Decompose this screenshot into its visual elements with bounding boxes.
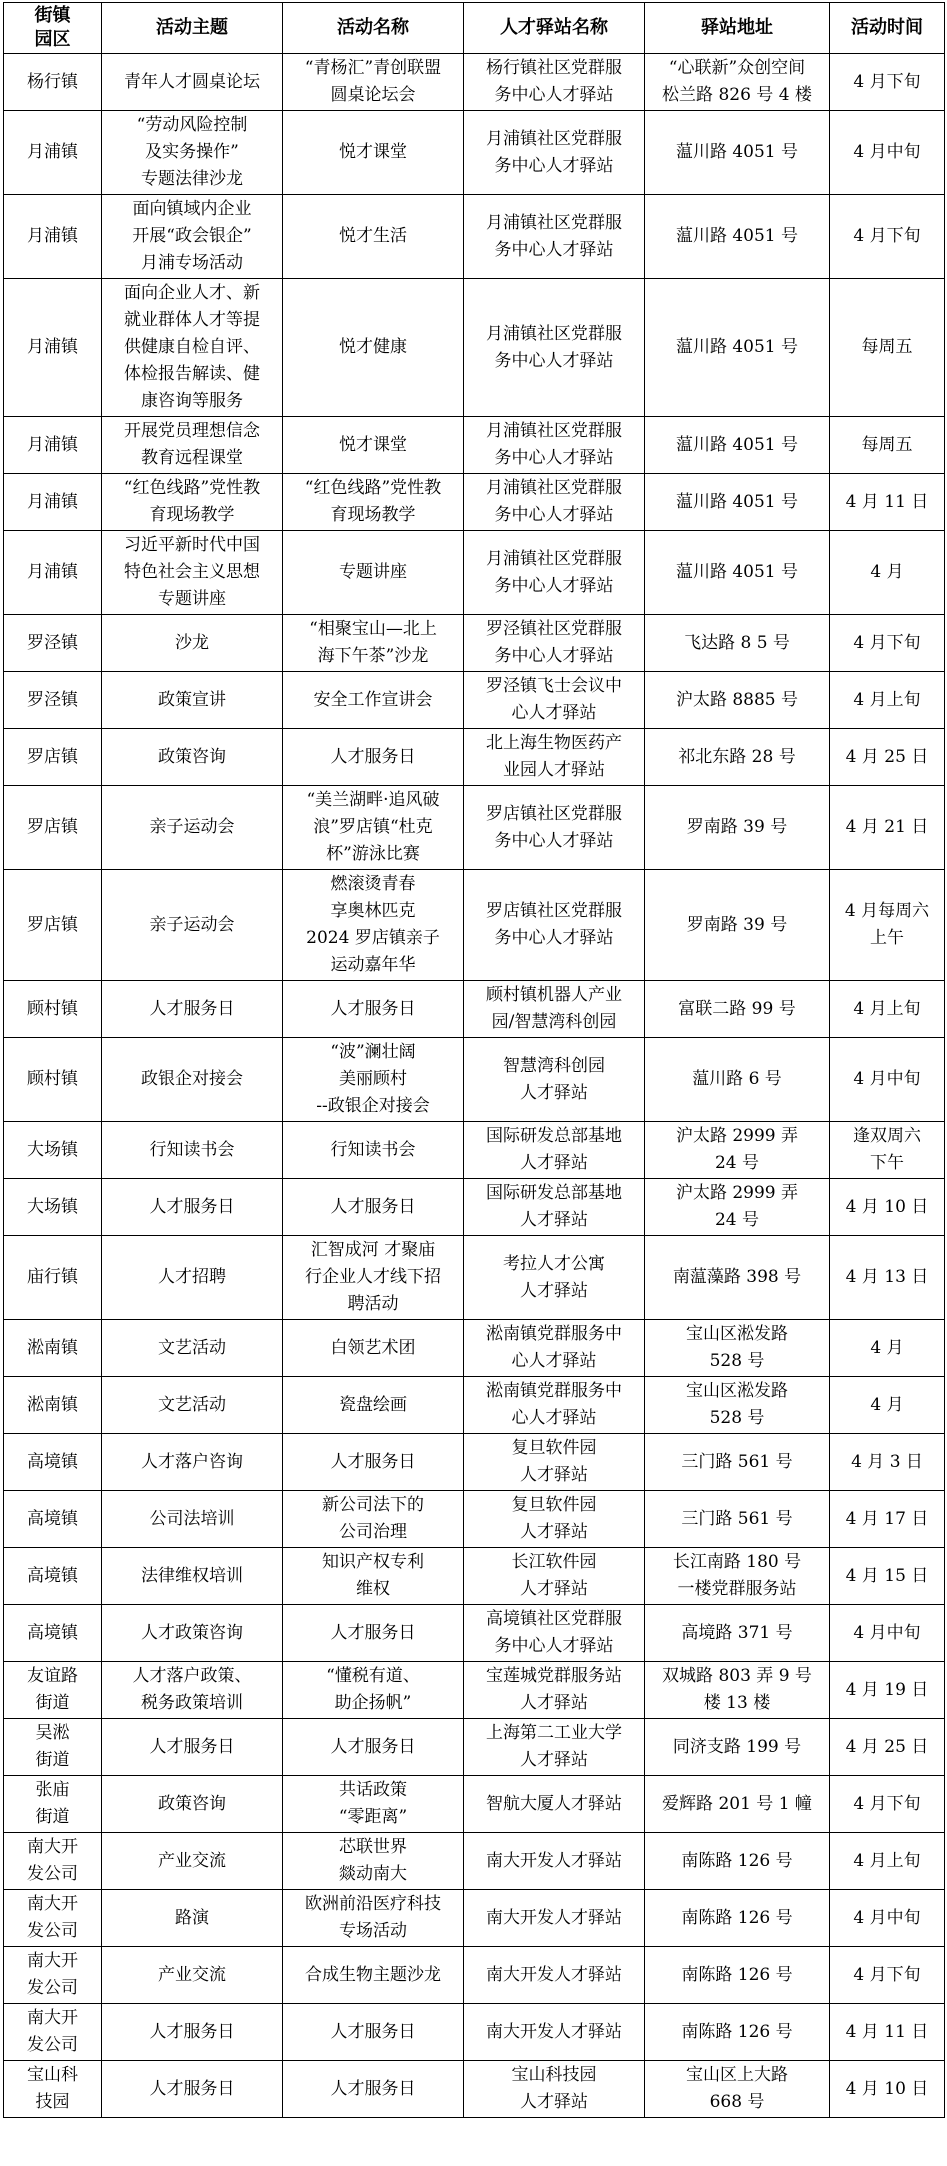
theme-cell: 人才服务日 (102, 1179, 283, 1236)
district-cell: 吴淞 街道 (4, 1719, 102, 1776)
address-cell: 南蕰藻路 398 号 (645, 1236, 830, 1320)
activity-name-cell: 白领艺术团 (283, 1320, 464, 1377)
time-cell: 每周五 (830, 279, 945, 417)
time-cell: 每周五 (830, 417, 945, 474)
table-row (4, 786, 945, 870)
district-cell: 月浦镇 (4, 417, 102, 474)
table-row (4, 1434, 945, 1491)
address-cell: 沪太路 8885 号 (645, 672, 830, 729)
time-cell: 4 月下旬 (830, 615, 945, 672)
table-row (4, 54, 945, 111)
address-cell: 南陈路 126 号 (645, 1947, 830, 2004)
district-cell: 罗店镇 (4, 786, 102, 870)
station-name-cell: 智慧湾科创园 人才驿站 (464, 1038, 645, 1122)
theme-cell: 法律维权培训 (102, 1548, 283, 1605)
station-name-cell: 南大开发人才驿站 (464, 1947, 645, 2004)
table-row (4, 1833, 945, 1890)
table-row (4, 672, 945, 729)
station-name-cell: 罗泾镇社区党群服 务中心人才驿站 (464, 615, 645, 672)
header-activity-name: 活动名称 (283, 3, 464, 54)
theme-cell: 产业交流 (102, 1833, 283, 1890)
theme-cell: 行知读书会 (102, 1122, 283, 1179)
station-name-cell: 国际研发总部基地 人才驿站 (464, 1179, 645, 1236)
address-cell: 同济支路 199 号 (645, 1719, 830, 1776)
address-cell: 祁北东路 28 号 (645, 729, 830, 786)
time-cell: 4 月下旬 (830, 1776, 945, 1833)
address-cell: 蕰川路 4051 号 (645, 417, 830, 474)
district-cell: 高境镇 (4, 1491, 102, 1548)
activity-name-cell: “波”澜壮阔 美丽顾村 --政银企对接会 (283, 1038, 464, 1122)
time-cell: 4 月 19 日 (830, 1662, 945, 1719)
address-cell: 罗南路 39 号 (645, 870, 830, 981)
activity-table-container (3, 2, 944, 2118)
time-cell: 4 月 (830, 531, 945, 615)
activity-table (3, 2, 945, 2118)
station-name-cell: 宝莲城党群服务站 人才驿站 (464, 1662, 645, 1719)
theme-cell: 面向企业人才、新 就业群体人才等提 供健康自检自评、 体检报告解读、健 康咨询等服务 (102, 279, 283, 417)
table-row (4, 531, 945, 615)
station-name-cell: 月浦镇社区党群服 务中心人才驿站 (464, 279, 645, 417)
theme-cell: 政银企对接会 (102, 1038, 283, 1122)
activity-name-cell: “懂税有道、 助企扬帆” (283, 1662, 464, 1719)
theme-cell: 开展党员理想信念 教育远程课堂 (102, 417, 283, 474)
activity-name-cell: 欧洲前沿医疗科技 专场活动 (283, 1890, 464, 1947)
activity-name-cell: 人才服务日 (283, 729, 464, 786)
district-cell: 淞南镇 (4, 1377, 102, 1434)
district-cell: 南大开 发公司 (4, 1833, 102, 1890)
table-row (4, 1605, 945, 1662)
address-cell: 蕰川路 6 号 (645, 1038, 830, 1122)
district-cell: 淞南镇 (4, 1320, 102, 1377)
table-row (4, 1179, 945, 1236)
address-cell: 宝山区淞发路 528 号 (645, 1320, 830, 1377)
table-row (4, 1890, 945, 1947)
district-cell: 南大开 发公司 (4, 2004, 102, 2061)
district-cell: 南大开 发公司 (4, 1890, 102, 1947)
activity-name-cell: “相聚宝山—北上 海下午茶”沙龙 (283, 615, 464, 672)
district-cell: 顾村镇 (4, 981, 102, 1038)
time-cell: 4 月下旬 (830, 1947, 945, 2004)
time-cell: 4 月 10 日 (830, 2061, 945, 2118)
table-row (4, 474, 945, 531)
station-name-cell: 月浦镇社区党群服 务中心人才驿站 (464, 111, 645, 195)
theme-cell: 公司法培训 (102, 1491, 283, 1548)
table-row (4, 981, 945, 1038)
table-row (4, 615, 945, 672)
district-cell: 杨行镇 (4, 54, 102, 111)
address-cell: 飞达路 8 5 号 (645, 615, 830, 672)
district-cell: 高境镇 (4, 1548, 102, 1605)
table-row (4, 417, 945, 474)
time-cell: 4 月中旬 (830, 1038, 945, 1122)
activity-name-cell: 人才服务日 (283, 1605, 464, 1662)
address-cell: 沪太路 2999 弄 24 号 (645, 1122, 830, 1179)
time-cell: 4 月 3 日 (830, 1434, 945, 1491)
station-name-cell: 月浦镇社区党群服 务中心人才驿站 (464, 474, 645, 531)
activity-name-cell: 行知读书会 (283, 1122, 464, 1179)
theme-cell: “劳动风险控制 及实务操作” 专题法律沙龙 (102, 111, 283, 195)
theme-cell: 文艺活动 (102, 1377, 283, 1434)
station-name-cell: 顾村镇机器人产业 园/智慧湾科创园 (464, 981, 645, 1038)
district-cell: 张庙 街道 (4, 1776, 102, 1833)
activity-name-cell: 人才服务日 (283, 1434, 464, 1491)
header-address: 驿站地址 (645, 3, 830, 54)
activity-name-cell: 安全工作宣讲会 (283, 672, 464, 729)
district-cell: 月浦镇 (4, 531, 102, 615)
time-cell: 4 月 25 日 (830, 1719, 945, 1776)
address-cell: 蕰川路 4051 号 (645, 111, 830, 195)
time-cell: 4 月 15 日 (830, 1548, 945, 1605)
theme-cell: 人才招聘 (102, 1236, 283, 1320)
address-cell: 蕰川路 4051 号 (645, 474, 830, 531)
activity-name-cell: 悦才课堂 (283, 417, 464, 474)
station-name-cell: 上海第二工业大学 人才驿站 (464, 1719, 645, 1776)
station-name-cell: 南大开发人才驿站 (464, 1890, 645, 1947)
table-row (4, 111, 945, 195)
activity-name-cell: 人才服务日 (283, 981, 464, 1038)
activity-name-cell: 人才服务日 (283, 1179, 464, 1236)
address-cell: 罗南路 39 号 (645, 786, 830, 870)
theme-cell: 亲子运动会 (102, 786, 283, 870)
address-cell: 南陈路 126 号 (645, 2004, 830, 2061)
activity-name-cell: 共话政策 “零距离” (283, 1776, 464, 1833)
theme-cell: 人才服务日 (102, 1719, 283, 1776)
activity-name-cell: 燃滚烫青春 享奥林匹克 2024 罗店镇亲子 运动嘉年华 (283, 870, 464, 981)
station-name-cell: 月浦镇社区党群服 务中心人才驿站 (464, 417, 645, 474)
address-cell: 双城路 803 弄 9 号 楼 13 楼 (645, 1662, 830, 1719)
district-cell: 庙行镇 (4, 1236, 102, 1320)
table-row (4, 870, 945, 981)
activity-name-cell: 瓷盘绘画 (283, 1377, 464, 1434)
time-cell: 4 月 11 日 (830, 474, 945, 531)
table-body (4, 54, 945, 2118)
table-row (4, 729, 945, 786)
theme-cell: 人才服务日 (102, 981, 283, 1038)
station-name-cell: 淞南镇党群服务中 心人才驿站 (464, 1377, 645, 1434)
address-cell: 三门路 561 号 (645, 1491, 830, 1548)
table-row (4, 1320, 945, 1377)
district-cell: 宝山科 技园 (4, 2061, 102, 2118)
table-row (4, 2061, 945, 2118)
table-row (4, 195, 945, 279)
time-cell: 4 月 10 日 (830, 1179, 945, 1236)
district-cell: 月浦镇 (4, 474, 102, 531)
time-cell: 4 月上旬 (830, 981, 945, 1038)
header-row (4, 3, 945, 54)
activity-name-cell: 人才服务日 (283, 2061, 464, 2118)
activity-name-cell: 悦才生活 (283, 195, 464, 279)
address-cell: 三门路 561 号 (645, 1434, 830, 1491)
station-name-cell: 高境镇社区党群服 务中心人才驿站 (464, 1605, 645, 1662)
district-cell: 罗店镇 (4, 870, 102, 981)
table-row (4, 1491, 945, 1548)
table-row (4, 1662, 945, 1719)
activity-name-cell: “红色线路”党性教 育现场教学 (283, 474, 464, 531)
station-name-cell: 南大开发人才驿站 (464, 2004, 645, 2061)
district-cell: 高境镇 (4, 1434, 102, 1491)
theme-cell: 路演 (102, 1890, 283, 1947)
district-cell: 友谊路 街道 (4, 1662, 102, 1719)
header-theme: 活动主题 (102, 3, 283, 54)
district-cell: 月浦镇 (4, 111, 102, 195)
district-cell: 南大开 发公司 (4, 1947, 102, 2004)
header-station-name: 人才驿站名称 (464, 3, 645, 54)
time-cell: 4 月中旬 (830, 1605, 945, 1662)
table-row (4, 1947, 945, 2004)
time-cell: 4 月 21 日 (830, 786, 945, 870)
theme-cell: 人才落户政策、 税务政策培训 (102, 1662, 283, 1719)
time-cell: 4 月 (830, 1320, 945, 1377)
activity-name-cell: “美兰湖畔·追风破 浪”罗店镇“杜克 杯”游泳比赛 (283, 786, 464, 870)
activity-name-cell: 专题讲座 (283, 531, 464, 615)
activity-name-cell: 人才服务日 (283, 2004, 464, 2061)
district-cell: 高境镇 (4, 1605, 102, 1662)
station-name-cell: 罗泾镇飞士会议中 心人才驿站 (464, 672, 645, 729)
station-name-cell: 月浦镇社区党群服 务中心人才驿站 (464, 531, 645, 615)
address-cell: 南陈路 126 号 (645, 1833, 830, 1890)
station-name-cell: 淞南镇党群服务中 心人才驿站 (464, 1320, 645, 1377)
table-row (4, 2004, 945, 2061)
station-name-cell: 复旦软件园 人才驿站 (464, 1491, 645, 1548)
district-cell: 大场镇 (4, 1179, 102, 1236)
activity-name-cell: 人才服务日 (283, 1719, 464, 1776)
theme-cell: 政策宣讲 (102, 672, 283, 729)
theme-cell: 文艺活动 (102, 1320, 283, 1377)
time-cell: 4 月 13 日 (830, 1236, 945, 1320)
activity-name-cell: 知识产权专利 维权 (283, 1548, 464, 1605)
table-row (4, 1236, 945, 1320)
theme-cell: 人才服务日 (102, 2004, 283, 2061)
station-name-cell: 罗店镇社区党群服 务中心人才驿站 (464, 786, 645, 870)
station-name-cell: 国际研发总部基地 人才驿站 (464, 1122, 645, 1179)
theme-cell: 沙龙 (102, 615, 283, 672)
station-name-cell: 罗店镇社区党群服 务中心人才驿站 (464, 870, 645, 981)
district-cell: 罗店镇 (4, 729, 102, 786)
address-cell: 蕰川路 4051 号 (645, 195, 830, 279)
time-cell: 4 月 17 日 (830, 1491, 945, 1548)
table-row (4, 1719, 945, 1776)
station-name-cell: 南大开发人才驿站 (464, 1833, 645, 1890)
table-row (4, 1776, 945, 1833)
theme-cell: 人才落户咨询 (102, 1434, 283, 1491)
theme-cell: 人才服务日 (102, 2061, 283, 2118)
district-cell: 顾村镇 (4, 1038, 102, 1122)
time-cell: 4 月 11 日 (830, 2004, 945, 2061)
address-cell: 长江南路 180 号 一楼党群服务站 (645, 1548, 830, 1605)
activity-name-cell: 芯联世界 燚动南大 (283, 1833, 464, 1890)
header-district: 街镇 园区 (4, 3, 102, 54)
address-cell: 蕰川路 4051 号 (645, 531, 830, 615)
address-cell: 富联二路 99 号 (645, 981, 830, 1038)
theme-cell: 政策咨询 (102, 729, 283, 786)
table-row (4, 1038, 945, 1122)
station-name-cell: 月浦镇社区党群服 务中心人才驿站 (464, 195, 645, 279)
table-row (4, 1377, 945, 1434)
activity-name-cell: 合成生物主题沙龙 (283, 1947, 464, 2004)
address-cell: 宝山区淞发路 528 号 (645, 1377, 830, 1434)
time-cell: 4 月 (830, 1377, 945, 1434)
district-cell: 罗泾镇 (4, 672, 102, 729)
theme-cell: 人才政策咨询 (102, 1605, 283, 1662)
header-time: 活动时间 (830, 3, 945, 54)
time-cell: 逢双周六 下午 (830, 1122, 945, 1179)
theme-cell: 面向镇域内企业 开展“政会银企” 月浦专场活动 (102, 195, 283, 279)
address-cell: 沪太路 2999 弄 24 号 (645, 1179, 830, 1236)
activity-name-cell: “青杨汇”青创联盟 圆桌论坛会 (283, 54, 464, 111)
district-cell: 月浦镇 (4, 195, 102, 279)
activity-name-cell: 新公司法下的 公司治理 (283, 1491, 464, 1548)
station-name-cell: 宝山科技园 人才驿站 (464, 2061, 645, 2118)
district-cell: 罗泾镇 (4, 615, 102, 672)
table-row (4, 279, 945, 417)
time-cell: 4 月每周六 上午 (830, 870, 945, 981)
station-name-cell: 长江软件园 人才驿站 (464, 1548, 645, 1605)
table-row (4, 1122, 945, 1179)
address-cell: 爱辉路 201 号 1 幢 (645, 1776, 830, 1833)
table-row (4, 1548, 945, 1605)
theme-cell: 产业交流 (102, 1947, 283, 2004)
theme-cell: 习近平新时代中国 特色社会主义思想 专题讲座 (102, 531, 283, 615)
time-cell: 4 月上旬 (830, 1833, 945, 1890)
time-cell: 4 月下旬 (830, 195, 945, 279)
station-name-cell: 智航大厦人才驿站 (464, 1776, 645, 1833)
station-name-cell: 杨行镇社区党群服 务中心人才驿站 (464, 54, 645, 111)
theme-cell: 政策咨询 (102, 1776, 283, 1833)
station-name-cell: 复旦软件园 人才驿站 (464, 1434, 645, 1491)
time-cell: 4 月下旬 (830, 54, 945, 111)
theme-cell: “红色线路”党性教 育现场教学 (102, 474, 283, 531)
address-cell: 南陈路 126 号 (645, 1890, 830, 1947)
time-cell: 4 月上旬 (830, 672, 945, 729)
station-name-cell: 北上海生物医药产 业园人才驿站 (464, 729, 645, 786)
address-cell: 宝山区上大路 668 号 (645, 2061, 830, 2118)
district-cell: 大场镇 (4, 1122, 102, 1179)
time-cell: 4 月中旬 (830, 111, 945, 195)
time-cell: 4 月中旬 (830, 1890, 945, 1947)
time-cell: 4 月 25 日 (830, 729, 945, 786)
activity-name-cell: 悦才健康 (283, 279, 464, 417)
activity-name-cell: 悦才课堂 (283, 111, 464, 195)
activity-name-cell: 汇智成河 才聚庙 行企业人才线下招 聘活动 (283, 1236, 464, 1320)
address-cell: 蕰川路 4051 号 (645, 279, 830, 417)
district-cell: 月浦镇 (4, 279, 102, 417)
theme-cell: 青年人才圆桌论坛 (102, 54, 283, 111)
station-name-cell: 考拉人才公寓 人才驿站 (464, 1236, 645, 1320)
theme-cell: 亲子运动会 (102, 870, 283, 981)
address-cell: 高境路 371 号 (645, 1605, 830, 1662)
address-cell: “心联新”众创空间 松兰路 826 号 4 楼 (645, 54, 830, 111)
